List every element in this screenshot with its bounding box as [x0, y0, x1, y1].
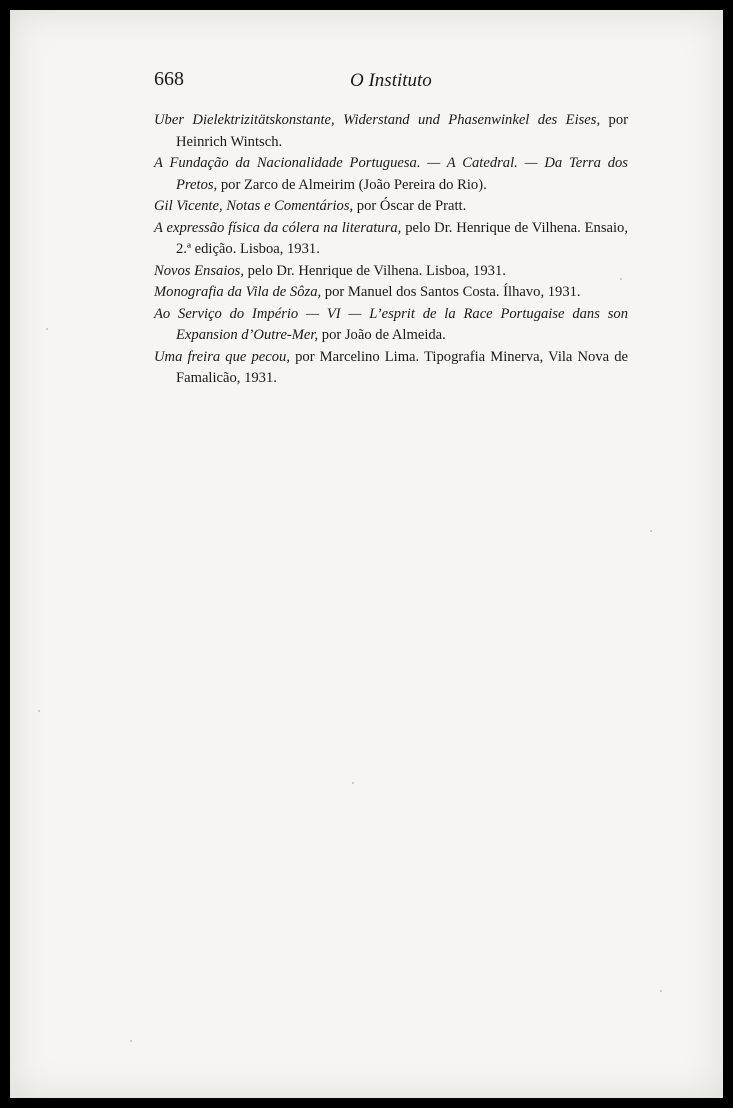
- paper-speck: [620, 278, 622, 280]
- entry-details: pelo Dr. Henrique de Vilhena. Ensaio, 2.ª edição. Lisboa, 1931.: [176, 219, 629, 257]
- entry-details: por Zarco de Almeirim (João Pereira do Rio).: [217, 176, 487, 193]
- entry-title: A Fundação da Nacionalidade Portuguesa. — A Catedral. — Da Terra dos Pretos,: [154, 155, 628, 193]
- entry-title: Ao Serviço do Império — VI — L’esprit de la Race Portugaise dans son Expansion d’Outre-Mer,: [154, 305, 628, 343]
- paper-speck: [650, 530, 652, 532]
- entry-details: por Manuel dos Santos Costa. Ílhavo, 1931.: [321, 284, 581, 300]
- book-list: [154, 110, 628, 390]
- entry-details: por Heinrich Wintsch.: [176, 112, 628, 150]
- paper-speck: [38, 710, 40, 712]
- entry-details: por João de Almeida.: [318, 327, 446, 343]
- entry-details: por Marcelino Lima. Tipografia Minerva, Vila Nova de Famalicão, 1931.: [176, 348, 629, 386]
- entry-title: A expressão física da cólera na literatura,: [154, 219, 402, 236]
- entry-title: Uber Dielektrizitätskonstante, Widerstand und Phasenwinkel des Eises,: [154, 112, 601, 128]
- entry-details: pelo Dr. Henrique de Vilhena. Lisboa, 1931.: [244, 262, 506, 279]
- entry-title: Monografia da Vila de Sôza,: [154, 284, 322, 300]
- list-item: [154, 282, 628, 304]
- list-item: [154, 196, 628, 218]
- list-item: [154, 218, 628, 261]
- entry-title: Novos Ensaios,: [154, 262, 244, 279]
- list-item: [154, 110, 628, 153]
- entry-title: Uma freira que pecou,: [154, 348, 290, 365]
- list-item: [154, 261, 628, 283]
- entry-title: Gil Vicente, Notas e Comentários,: [154, 198, 354, 214]
- list-item: [154, 304, 628, 347]
- list-item: [154, 347, 628, 390]
- page-header: [10, 68, 723, 98]
- paper-speck: [352, 782, 354, 784]
- paper-speck: [46, 328, 48, 330]
- page-number: 668: [154, 68, 184, 90]
- scanned-page: [10, 10, 723, 1098]
- paper-speck: [130, 1040, 132, 1042]
- running-title: O Instituto: [350, 70, 432, 91]
- entry-details: por Óscar de Pratt.: [353, 198, 467, 214]
- paper-speck: [660, 990, 662, 992]
- list-item: [154, 153, 628, 196]
